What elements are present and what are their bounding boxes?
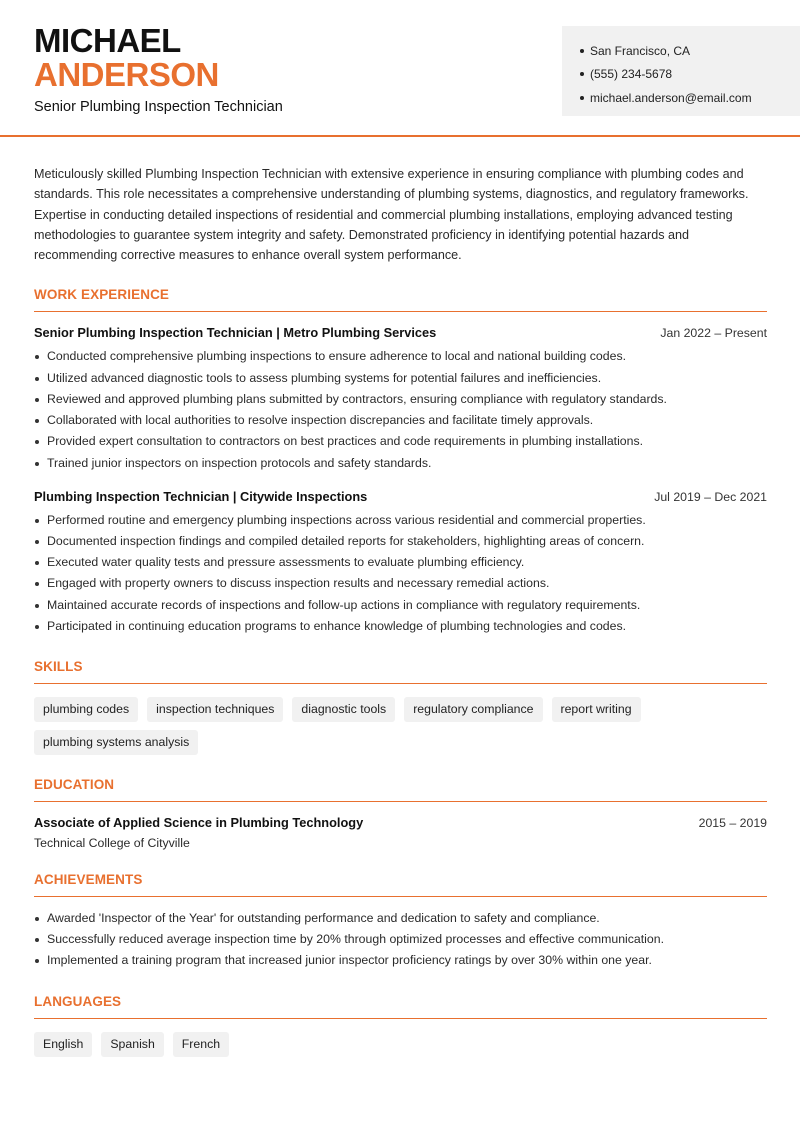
- contact-phone-text[interactable]: (555) 234-5678: [590, 67, 673, 82]
- contact-phone: [580, 63, 800, 87]
- education-dates: 2015 – 2019: [698, 815, 767, 830]
- skills-section: [34, 659, 767, 755]
- skill-tag: plumbing systems analysis: [34, 730, 198, 755]
- section-heading: ACHIEVEMENTS: [34, 872, 767, 897]
- header-divider: [0, 135, 800, 137]
- list-item: Engaged with property owners to discuss inspection results and necessary remedial actions.: [34, 573, 767, 594]
- achievement-list: [34, 908, 767, 972]
- list-item: Reviewed and approved plumbing plans submitted by contractors, ensuring compliance with regulatory standards.: [34, 389, 767, 410]
- section-heading: WORK EXPERIENCE: [34, 287, 767, 312]
- school-name: Technical College of Cityville: [34, 835, 190, 850]
- skill-tag: report writing: [552, 697, 641, 722]
- last-name: ANDERSON: [34, 56, 219, 93]
- skill-tag: diagnostic tools: [292, 697, 395, 722]
- bullet-icon: [580, 96, 584, 100]
- list-item: Executed water quality tests and pressure assessments to evaluate plumbing efficiency.: [34, 552, 767, 573]
- job-role: Plumbing Inspection Technician | Citywide Inspections: [34, 488, 368, 504]
- contact-location-text: San Francisco, CA: [590, 43, 691, 58]
- job-dates: Jan 2022 – Present: [660, 326, 767, 341]
- resume-body: [34, 164, 767, 1057]
- job-entry: [34, 489, 767, 637]
- languages-section: [34, 994, 767, 1057]
- resume-header: [0, 0, 800, 137]
- contact-location: [580, 39, 800, 63]
- bullet-icon: [580, 49, 584, 53]
- skills-tags: [34, 697, 767, 755]
- education-entry: [34, 815, 767, 850]
- list-item: Utilized advanced diagnostic tools to assess plumbing systems for potential failures and inefficiencies.: [34, 368, 767, 389]
- skill-tag: plumbing codes: [34, 697, 138, 722]
- list-item: Successfully reduced average inspection time by 20% through optimized processes and effective communication.: [34, 929, 767, 950]
- section-heading: SKILLS: [34, 659, 767, 684]
- skill-tag: inspection techniques: [147, 697, 283, 722]
- list-item: Collaborated with local authorities to resolve inspection discrepancies and facilitate timely approvals.: [34, 410, 767, 431]
- list-item: Awarded 'Inspector of the Year' for outstanding performance and dedication to safety and compliance.: [34, 908, 767, 929]
- language-tags: [34, 1032, 767, 1057]
- language-tag: French: [173, 1032, 229, 1057]
- degree: Associate of Applied Science in Plumbing Technology: [34, 814, 364, 830]
- education-section: [34, 777, 767, 850]
- job-bullets: [34, 510, 767, 637]
- job-bullets: [34, 346, 767, 473]
- list-item: Implemented a training program that increased junior inspector proficiency ratings by over 30% within one year.: [34, 950, 767, 971]
- job-dates: Jul 2019 – Dec 2021: [654, 489, 767, 504]
- first-name: MICHAEL: [34, 22, 181, 59]
- language-tag: English: [34, 1032, 92, 1057]
- job-entry: [34, 325, 767, 473]
- bullet-icon: [580, 72, 584, 76]
- summary-paragraph: Meticulously skilled Plumbing Inspection Technician with extensive experience in ensuring compliance with plumbing codes and standards. This role necessitates a comprehensive understanding of plumbing systems, diagnostics, and regulatory frameworks. Expertise in conducting detailed inspections of residential and commercial plumbing installations, employing advanced testing methodologies to guarantee system integrity and safety. Demonstrated proficiency in identifying potential hazards and recommending corrective measures to enhance overall system performance.: [34, 167, 749, 263]
- skill-tag: regulatory compliance: [404, 697, 542, 722]
- contact-email-text[interactable]: michael.anderson@email.com: [590, 90, 752, 105]
- list-item: Trained junior inspectors on inspection protocols and safety standards.: [34, 453, 767, 474]
- job-role: Senior Plumbing Inspection Technician | Metro Plumbing Services: [34, 325, 437, 341]
- contact-box: [562, 26, 800, 116]
- contact-email: [580, 86, 800, 110]
- list-item: Documented inspection findings and compiled detailed reports for stakeholders, highlighting areas of concern.: [34, 531, 767, 552]
- language-tag: Spanish: [101, 1032, 163, 1057]
- list-item: Performed routine and emergency plumbing inspections across various residential and commercial properties.: [34, 510, 767, 531]
- list-item: Provided expert consultation to contractors on best practices and code requirements in plumbing installations.: [34, 431, 767, 452]
- list-item: Conducted comprehensive plumbing inspections to ensure adherence to local and national building codes.: [34, 346, 767, 367]
- section-heading: EDUCATION: [34, 777, 767, 802]
- list-item: Maintained accurate records of inspections and follow-up actions in compliance with regulatory requirements.: [34, 595, 767, 616]
- job-title: Senior Plumbing Inspection Technician: [34, 99, 283, 115]
- work-experience-section: [34, 287, 767, 636]
- section-heading: LANGUAGES: [34, 994, 767, 1019]
- achievements-section: [34, 872, 767, 972]
- list-item: Participated in continuing education programs to enhance knowledge of plumbing technologies and codes.: [34, 616, 767, 637]
